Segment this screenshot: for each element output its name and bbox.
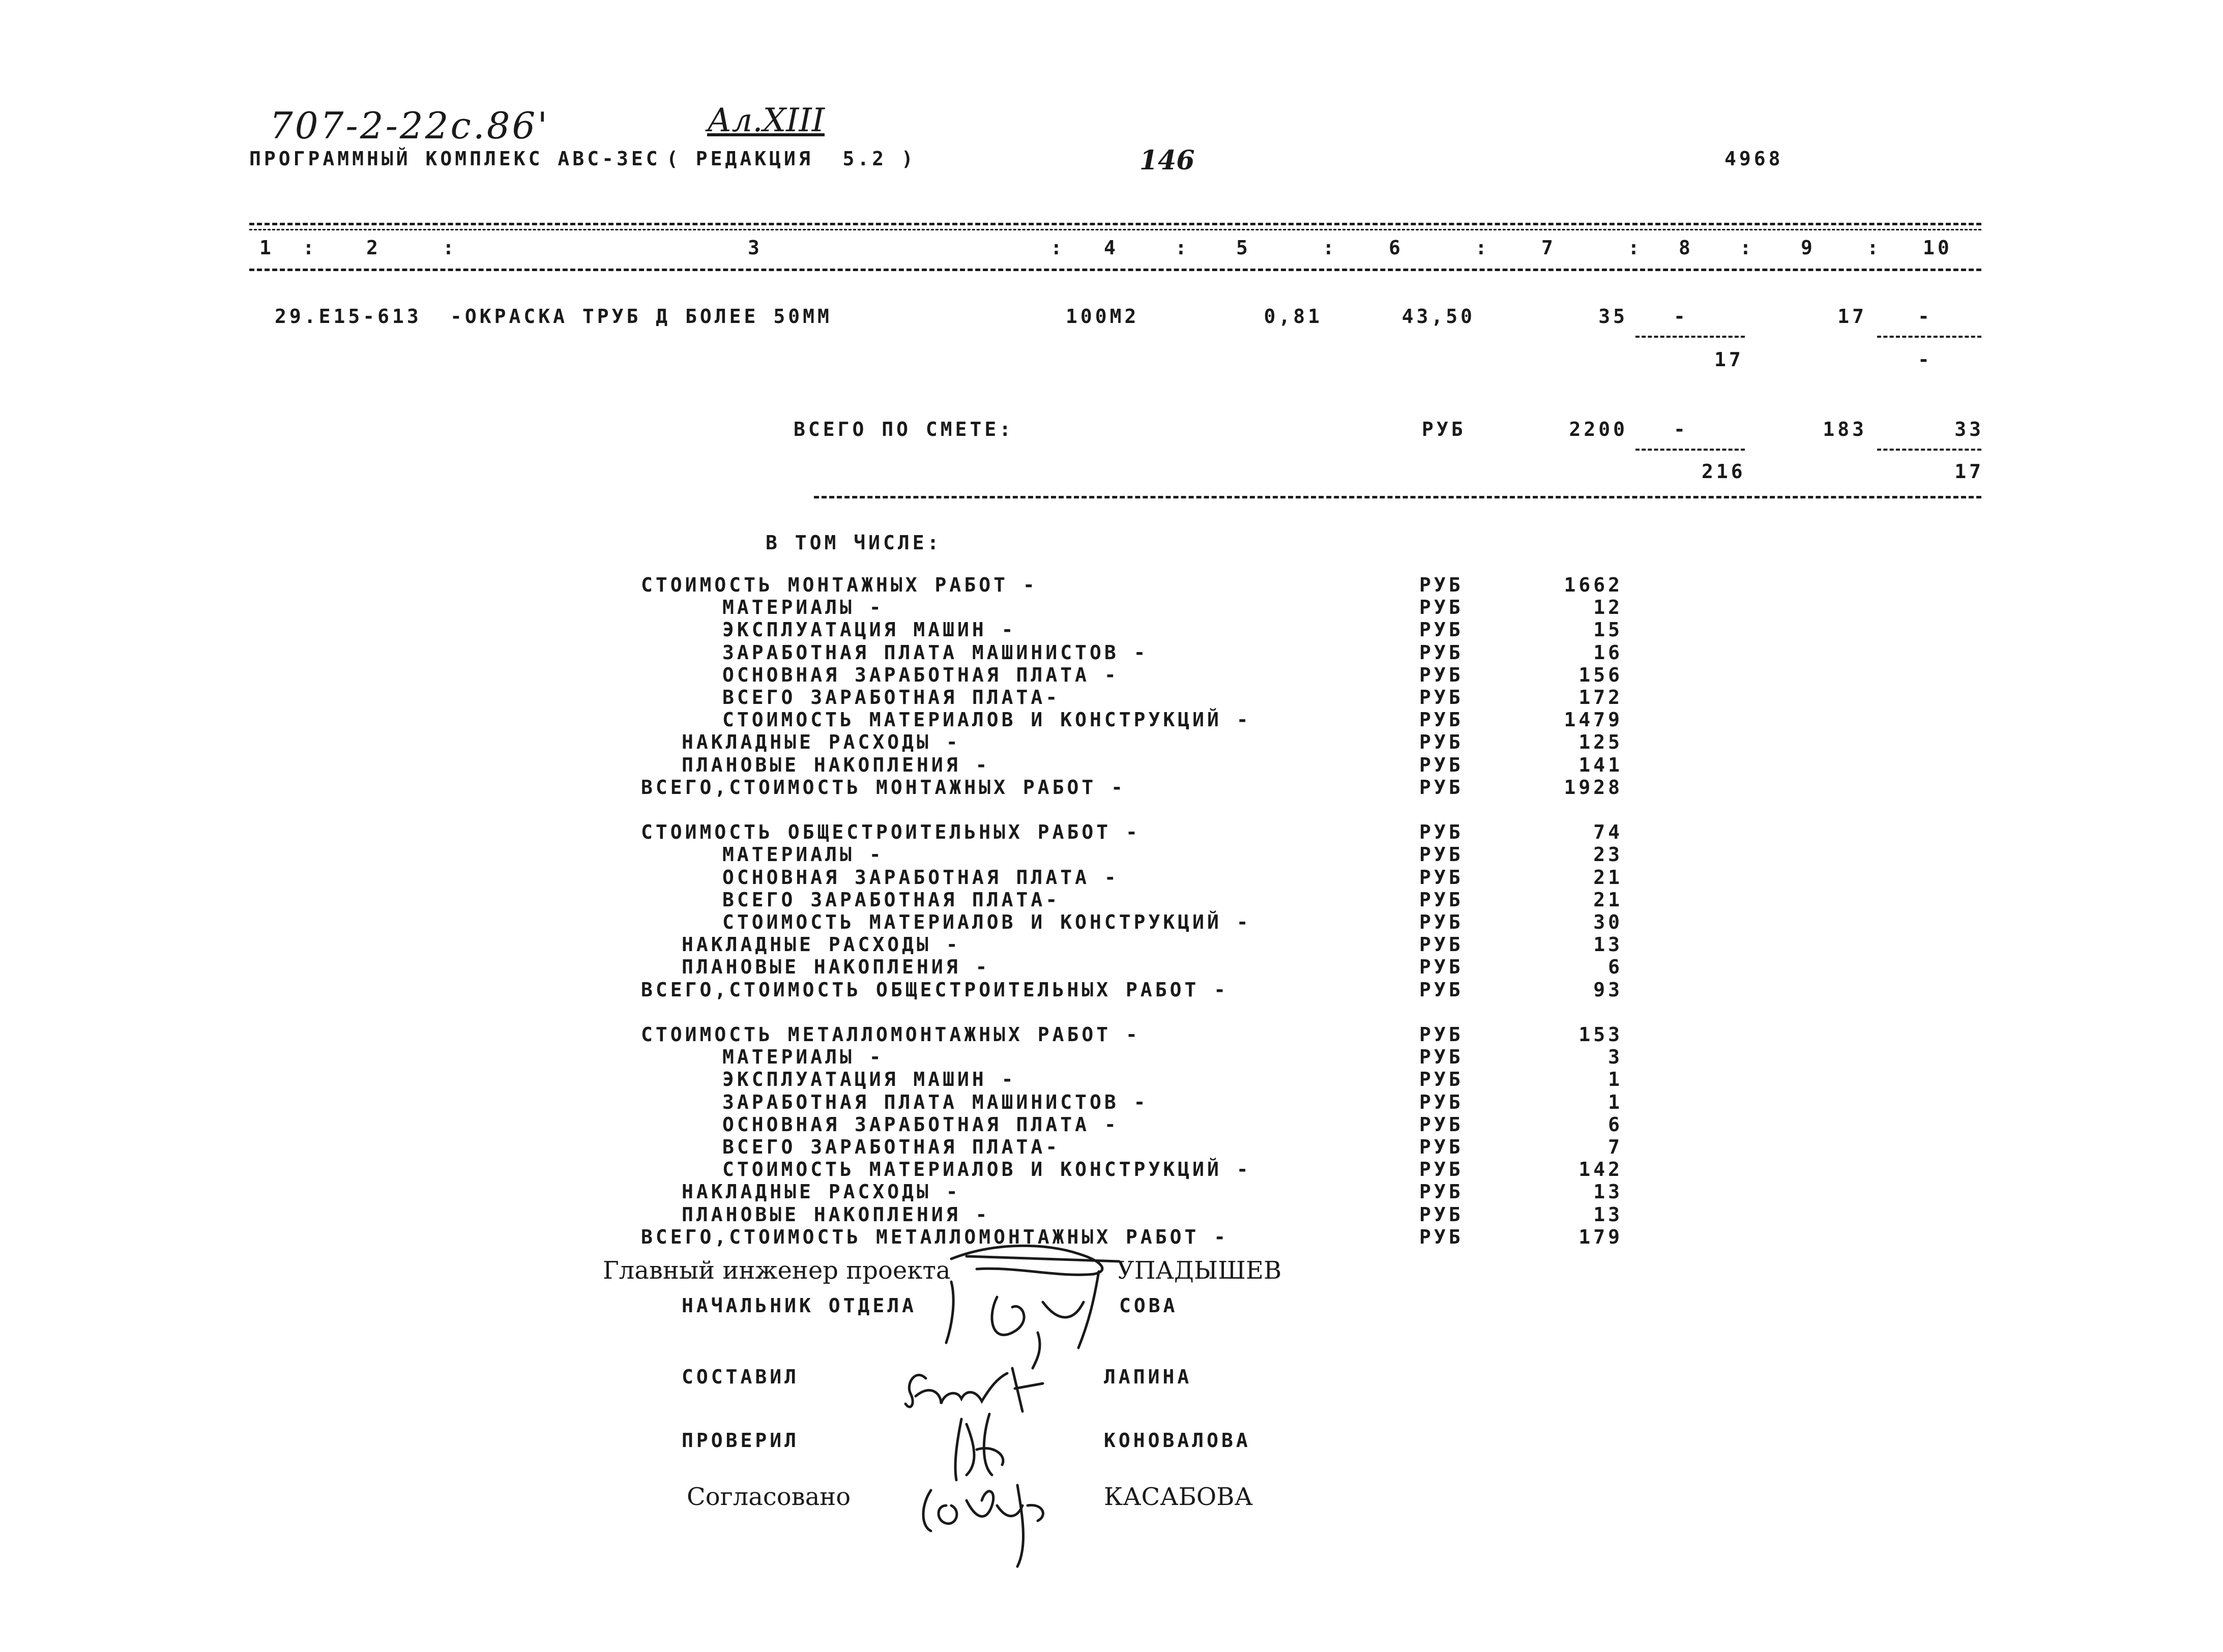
column-separator: : [1475,237,1490,259]
cost-line-unit: РУБ [1419,596,1464,619]
handwritten-code: 707-2-22с.86' [270,104,550,147]
row-code: 29.Е15-613 [275,305,422,328]
cost-line-unit: РУБ [1419,911,1464,933]
cost-line-label: СТОИМОСТЬ МЕТАЛЛОМОНТАЖНЫХ РАБОТ - [641,1023,1140,1046]
signature-role: НАЧАЛЬНИК ОТДЕЛА [682,1294,917,1317]
signature-name: УПАДЫШЕВ [1117,1256,1282,1285]
row-col8-top: - [1674,305,1688,328]
column-separator: : [1628,237,1643,259]
signature-role: СОСТАВИЛ [682,1366,800,1388]
row-price: 43,50 [1401,305,1475,328]
column-number: 10 [1923,237,1952,259]
cost-line-value: 16 [1593,641,1623,664]
document-number: 4968 [1724,148,1783,170]
cost-line-label: ПЛАНОВЫЕ НАКОПЛЕНИЯ - [682,1203,990,1226]
column-separator: : [303,237,317,259]
cost-line-unit: РУБ [1419,618,1464,641]
cost-line-value: 13 [1593,1181,1623,1203]
cost-line-unit: РУБ [1419,978,1464,1001]
cost-line-label: СТОИМОСТЬ ОБЩЕСТРОИТЕЛЬНЫХ РАБОТ - [641,821,1140,844]
row-unit: 100М2 [1066,305,1139,328]
cost-line-value: 13 [1593,933,1623,956]
row-col8-bottom: 17 [1714,348,1744,371]
cost-line-label: НАКЛАДНЫЕ РАСХОДЫ - [682,731,961,754]
cost-line-unit: РУБ [1419,1046,1464,1069]
cost-line-unit: РУБ [1419,888,1464,911]
cost-line-value: 15 [1593,618,1623,641]
row-col9: 17 [1837,305,1867,328]
cost-line-value: 1662 [1564,574,1623,596]
cost-line-label: СТОИМОСТЬ МАТЕРИАЛОВ И КОНСТРУКЦИЙ - [722,709,1251,731]
program-name: ПРОГРАММНЫЙ КОМПЛЕКС АВС-3ЕС [249,148,661,170]
row-col10-top: - [1918,305,1933,328]
cost-line-value: 1 [1608,1090,1623,1113]
signature-role: Главный инженер проекта [603,1256,951,1285]
column-separator: : [1867,237,1882,259]
cost-line-unit: РУБ [1419,956,1464,979]
column-number: 7 [1541,237,1556,259]
cost-line-value: 3 [1608,1046,1623,1069]
total-col10-top: 33 [1954,418,1984,440]
cost-line-unit: РУБ [1419,1023,1464,1046]
cost-line-value: 6 [1608,956,1623,979]
signature-name: СОВА [1119,1294,1178,1317]
edition: ( РЕДАКЦИЯ 5.2 ) [666,148,916,170]
signature-name: ЛАПИНА [1104,1366,1192,1388]
signature-glavny-inzhener [951,1246,1119,1275]
cost-line-value: 21 [1593,888,1623,911]
including-label: В ТОМ ЧИСЛЕ: [766,532,942,554]
cost-line-unit: РУБ [1419,1181,1464,1203]
cost-line-unit: РУБ [1419,1090,1464,1113]
cost-line-label: ОСНОВНАЯ ЗАРАБОТНАЯ ПЛАТА - [722,866,1119,889]
cost-line-unit: РУБ [1419,933,1464,956]
cost-line-unit: РУБ [1419,686,1464,709]
cost-line-unit: РУБ [1419,843,1464,866]
signature-soglasovano [923,1485,1043,1567]
cost-line-value: 30 [1593,911,1623,933]
cost-line-unit: РУБ [1419,574,1464,596]
row-col10-bottom: - [1918,348,1933,371]
cost-line-label: МАТЕРИАЛЫ - [722,596,884,619]
row-qty: 0,81 [1264,305,1323,328]
cost-line-label: СТОИМОСТЬ МОНТАЖНЫХ РАБОТ - [641,574,1038,596]
column-number: 5 [1236,237,1251,259]
cost-line-label: МАТЕРИАЛЫ - [722,1046,884,1069]
signature-nachalnik [946,1272,1099,1368]
signature-name: КАСАБОВА [1104,1483,1253,1511]
total-col7: 2200 [1569,418,1628,440]
column-separator: : [1050,237,1065,259]
column-separator: : [1175,237,1190,259]
cost-line-value: 125 [1578,731,1623,754]
cost-line-label: ВСЕГО,СТОИМОСТЬ ОБЩЕСТРОИТЕЛЬНЫХ РАБОТ - [641,978,1229,1001]
cost-line-value: 179 [1578,1225,1623,1248]
cost-line-label: ОСНОВНАЯ ЗАРАБОТНАЯ ПЛАТА - [722,663,1119,686]
column-number: 9 [1801,237,1816,259]
cost-line-label: ВСЕГО,СТОИМОСТЬ МОНТАЖНЫХ РАБОТ - [641,776,1126,799]
column-number: 8 [1679,237,1693,259]
column-number: 2 [366,237,381,259]
column-number: 1 [259,237,274,259]
cost-line-unit: РУБ [1419,709,1464,731]
cost-line-unit: РУБ [1419,776,1464,799]
cost-line-label: ЭКСПЛУАТАЦИЯ МАШИН - [722,618,1016,641]
cost-line-value: 1479 [1564,709,1623,731]
cost-line-value: 23 [1593,843,1623,866]
cost-line-label: ВСЕГО ЗАРАБОТНАЯ ПЛАТА- [722,686,1061,709]
total-col8-bottom: 216 [1702,460,1746,483]
row-col7: 35 [1598,305,1628,328]
cost-line-value: 142 [1578,1158,1623,1181]
row-name: -ОКРАСКА ТРУБ Д БОЛЕЕ 50ММ [450,305,832,328]
cost-line-label: НАКЛАДНЫЕ РАСХОДЫ - [682,933,961,956]
cost-line-value: 93 [1593,978,1623,1001]
total-col9: 183 [1823,418,1867,440]
cost-line-label: ЭКСПЛУАТАЦИЯ МАШИН - [722,1068,1016,1091]
cost-line-unit: РУБ [1419,641,1464,664]
cost-line-label: ВСЕГО ЗАРАБОТНАЯ ПЛАТА- [722,888,1061,911]
cost-line-value: 21 [1593,866,1623,889]
cost-line-value: 6 [1608,1113,1623,1136]
cost-line-label: ЗАРАБОТНАЯ ПЛАТА МАШИНИСТОВ - [722,1090,1149,1113]
page-number: 146 [1139,145,1195,176]
signature-name: КОНОВАЛОВА [1104,1429,1251,1452]
cost-line-value: 156 [1578,663,1623,686]
cost-line-value: 13 [1593,1203,1623,1226]
total-unit: РУБ [1422,418,1466,440]
cost-line-unit: РУБ [1419,753,1464,776]
cost-line-label: СТОИМОСТЬ МАТЕРИАЛОВ И КОНСТРУКЦИЙ - [722,911,1251,933]
total-col8-top: - [1674,418,1688,440]
column-number: 6 [1389,237,1403,259]
cost-line-label: ЗАРАБОТНАЯ ПЛАТА МАШИНИСТОВ - [722,641,1149,664]
cost-line-value: 1928 [1564,776,1623,799]
cost-line-label: МАТЕРИАЛЫ - [722,843,884,866]
cost-line-value: 7 [1608,1136,1623,1158]
cost-line-label: ПЛАНОВЫЕ НАКОПЛЕНИЯ - [682,956,990,979]
column-number: 4 [1104,237,1119,259]
cost-line-unit: РУБ [1419,821,1464,844]
cost-line-value: 153 [1578,1023,1623,1046]
cost-line-value: 12 [1593,596,1623,619]
cost-line-unit: РУБ [1419,866,1464,889]
column-separator: : [1323,237,1337,259]
cost-line-unit: РУБ [1419,1203,1464,1226]
album-number: Ал.XIII [707,102,825,139]
cost-line-unit: РУБ [1419,1158,1464,1181]
cost-line-label: ВСЕГО ЗАРАБОТНАЯ ПЛАТА- [722,1136,1061,1158]
cost-line-unit: РУБ [1419,1225,1464,1248]
column-number: 3 [748,237,763,259]
cost-line-value: 74 [1593,821,1623,844]
cost-line-label: ПЛАНОВЫЕ НАКОПЛЕНИЯ - [682,753,990,776]
total-label: ВСЕГО ПО СМЕТЕ: [794,418,1014,440]
cost-line-unit: РУБ [1419,1113,1464,1136]
cost-line-value: 172 [1578,686,1623,709]
cost-line-label: СТОИМОСТЬ МАТЕРИАЛОВ И КОНСТРУКЦИЙ - [722,1158,1251,1181]
cost-line-unit: РУБ [1419,1136,1464,1158]
cost-line-label: НАКЛАДНЫЕ РАСХОДЫ - [682,1181,961,1203]
cost-line-unit: РУБ [1419,1068,1464,1091]
cost-line-label: ОСНОВНАЯ ЗАРАБОТНАЯ ПЛАТА - [722,1113,1119,1136]
signature-sostavil [905,1368,1043,1411]
column-separator: : [443,237,457,259]
cost-line-value: 141 [1578,753,1623,776]
cost-line-unit: РУБ [1419,731,1464,754]
column-separator: : [1740,237,1754,259]
signature-role: Согласовано [687,1483,851,1511]
signature-role: ПРОВЕРИЛ [682,1429,800,1452]
signature-proveril [955,1414,1003,1480]
cost-line-value: 1 [1608,1068,1623,1091]
cost-line-unit: РУБ [1419,663,1464,686]
cost-line-label: ВСЕГО,СТОИМОСТЬ МЕТАЛЛОМОНТАЖНЫХ РАБОТ - [641,1225,1229,1248]
total-col10-bottom: 17 [1954,460,1984,483]
